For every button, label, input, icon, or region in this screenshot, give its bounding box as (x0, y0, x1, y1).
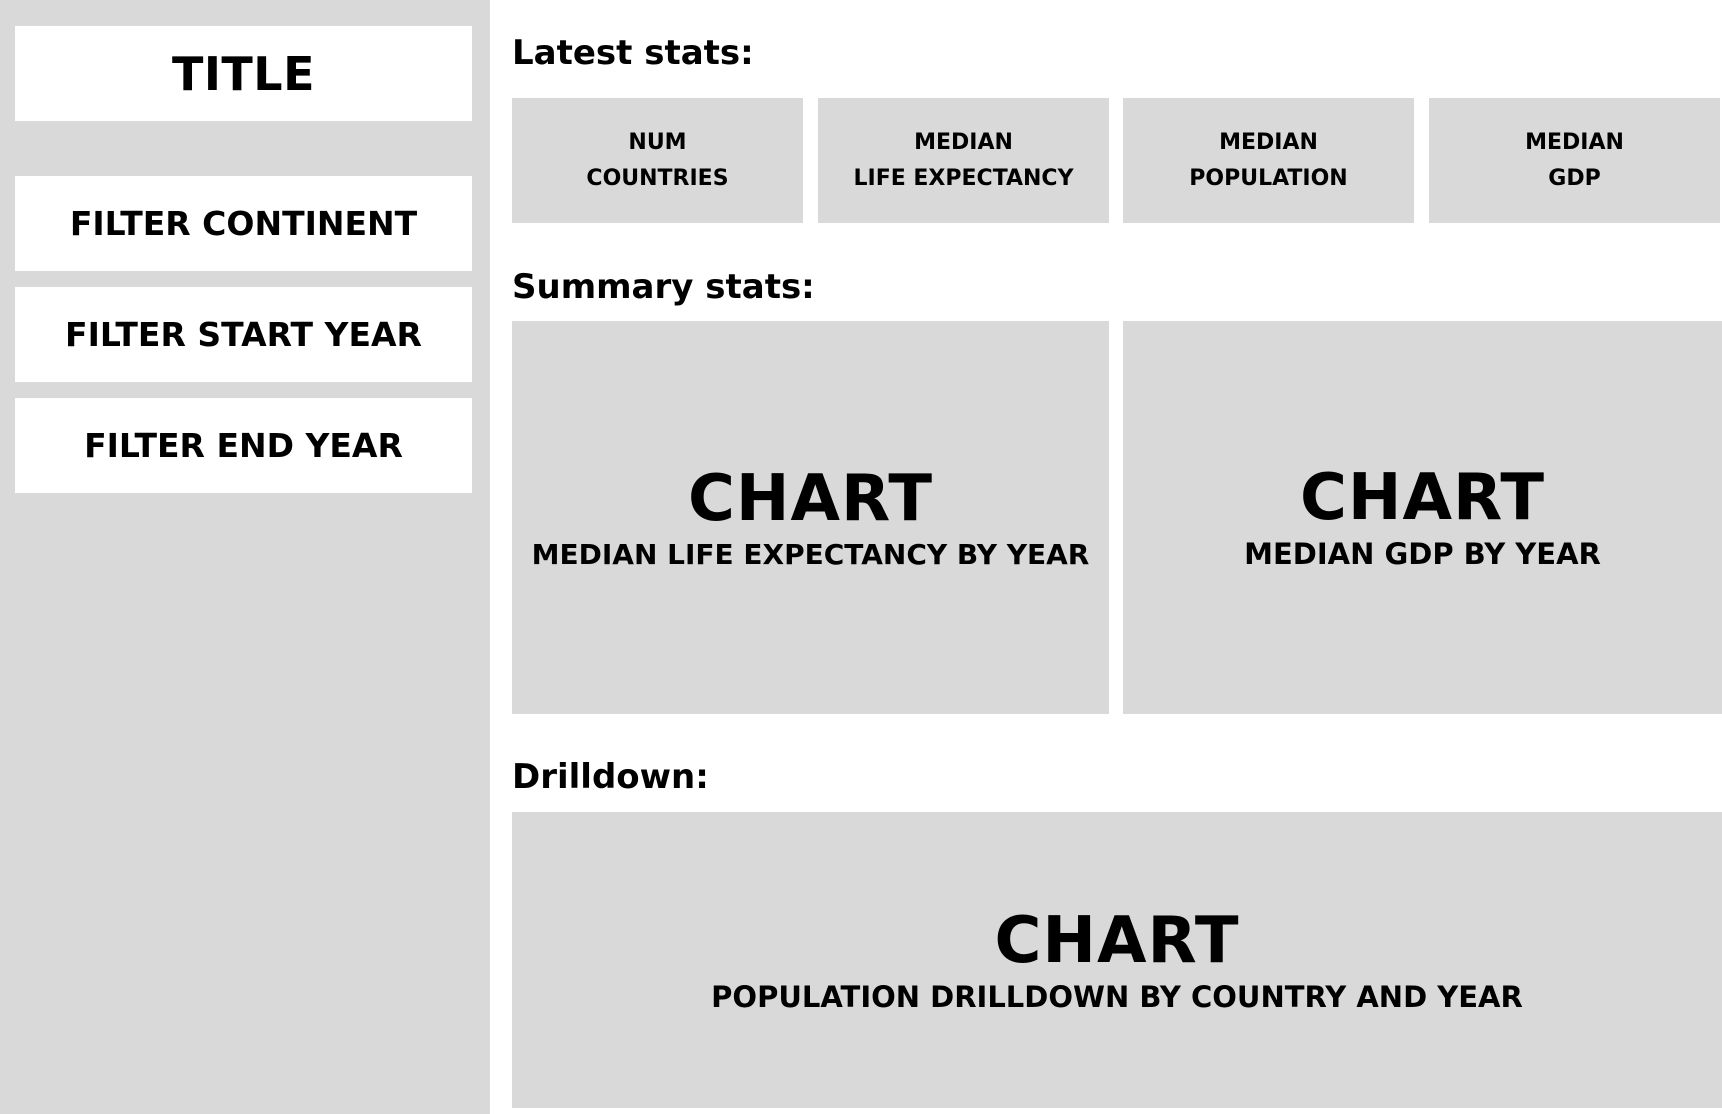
stat-card-line: LIFE EXPECTANCY (853, 165, 1074, 191)
stat-card-line: MEDIAN (914, 129, 1013, 155)
stat-card-median-population (1123, 98, 1414, 223)
chart-caption: MEDIAN LIFE EXPECTANCY BY YEAR (531, 537, 1090, 571)
stat-card-median-life-expectancy (818, 98, 1109, 223)
stat-card-line: GDP (1548, 165, 1601, 191)
filter-end-year-button[interactable]: FILTER END YEAR (15, 398, 472, 493)
stat-card-line: COUNTRIES (586, 165, 729, 191)
drilldown-heading: Drilldown: (512, 757, 709, 797)
chart-placeholder-population-drilldown (512, 812, 1722, 1108)
chart-label: CHART (994, 903, 1240, 978)
chart-placeholder-gdp (1123, 321, 1722, 714)
chart-label: CHART (687, 461, 934, 536)
summary-stats-heading: Summary stats: (512, 267, 815, 307)
filter-continent-button[interactable]: FILTER CONTINENT (15, 176, 472, 271)
app-title: TITLE (15, 26, 472, 121)
chart-placeholder-life-expectancy (512, 321, 1109, 714)
stat-card-line: POPULATION (1189, 165, 1348, 191)
stat-card-median-gdp (1429, 98, 1720, 223)
stat-card-line: NUM (628, 129, 687, 155)
stat-card-num-countries (512, 98, 803, 223)
sidebar (0, 0, 490, 1114)
latest-stats-heading: Latest stats: (512, 33, 754, 73)
filter-start-year-button[interactable]: FILTER START YEAR (15, 287, 472, 382)
stat-card-line: MEDIAN (1525, 129, 1624, 155)
chart-label: CHART (1299, 461, 1546, 535)
stat-card-line: MEDIAN (1219, 129, 1318, 155)
chart-caption: MEDIAN GDP BY YEAR (1244, 537, 1601, 571)
chart-caption: POPULATION DRILLDOWN BY COUNTRY AND YEAR (711, 979, 1523, 1014)
